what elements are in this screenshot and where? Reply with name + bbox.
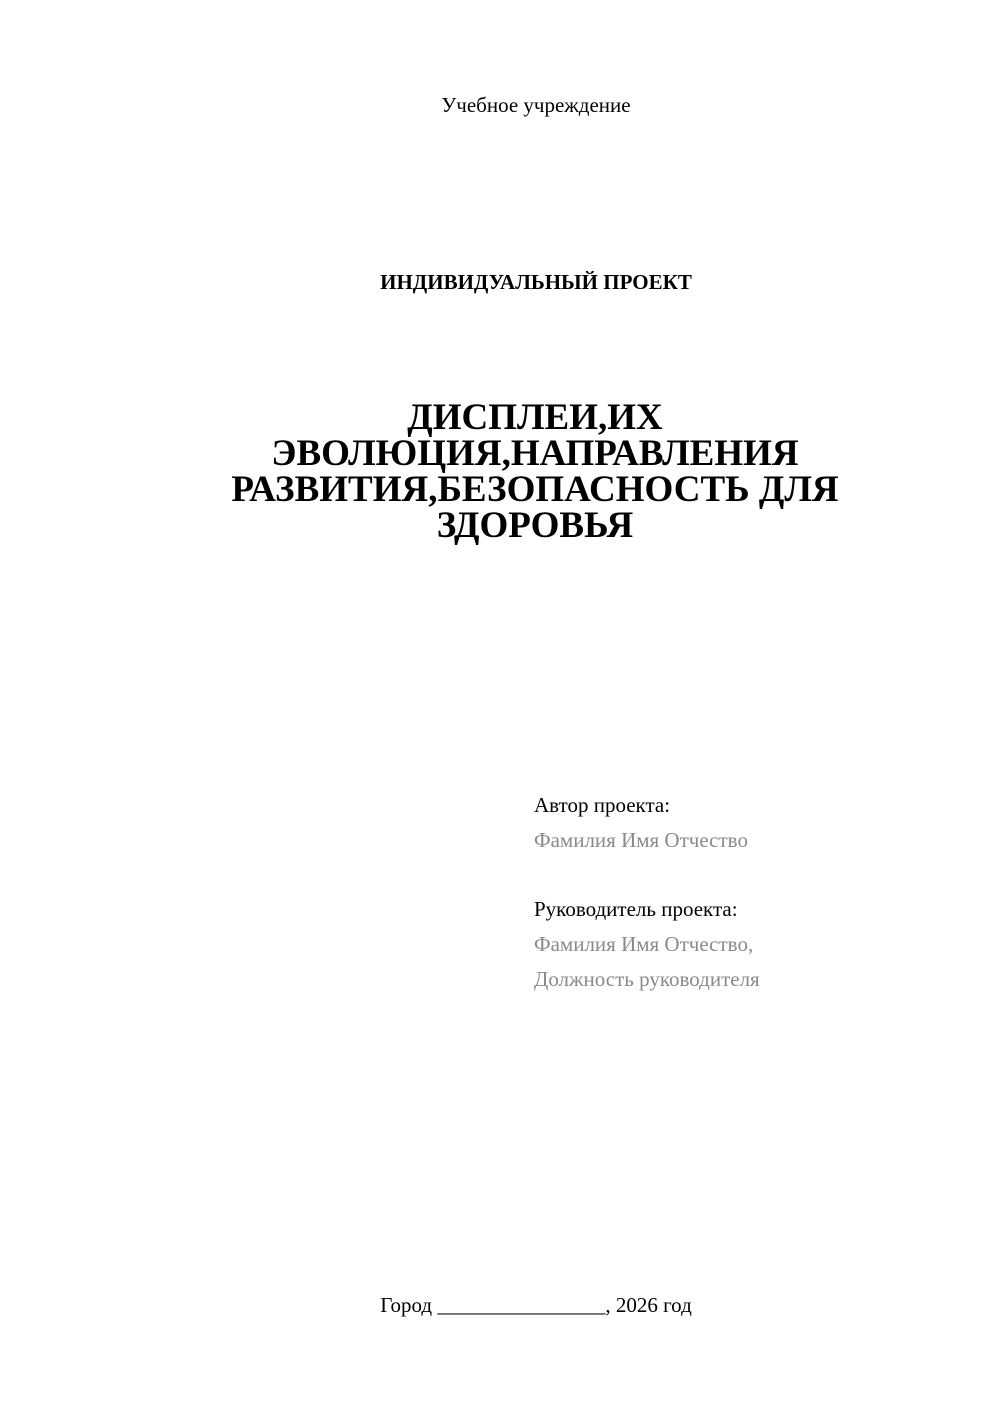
institution-name: Учебное учреждение: [441, 93, 631, 117]
project-title-line: ДИСПЛЕИ,ИХ: [407, 397, 663, 438]
author-name: Фамилия Имя Отчество: [534, 828, 748, 852]
project-title: [150, 397, 920, 546]
document-type: ИНДИВИДУАЛЬНЫЙ ПРОЕКТ: [380, 270, 692, 294]
city-year-line: Город ________________, 2026 год: [380, 1293, 692, 1317]
supervisor-label: Руководитель проекта:: [534, 897, 738, 921]
supervisor-name: Фамилия Имя Отчество,: [534, 932, 754, 956]
project-title-line: РАЗВИТИЯ,БЕЗОПАСНОСТЬ ДЛЯ: [231, 469, 839, 510]
project-title-line: ЗДОРОВЬЯ: [436, 505, 634, 546]
project-title-line: ЭВОЛЮЦИЯ,НАПРАВЛЕНИЯ: [271, 433, 799, 474]
supervisor-position: Должность руководителя: [534, 967, 760, 991]
credits-block: [534, 788, 974, 997]
spacer: [534, 858, 974, 892]
author-label: Автор проекта:: [534, 793, 671, 817]
